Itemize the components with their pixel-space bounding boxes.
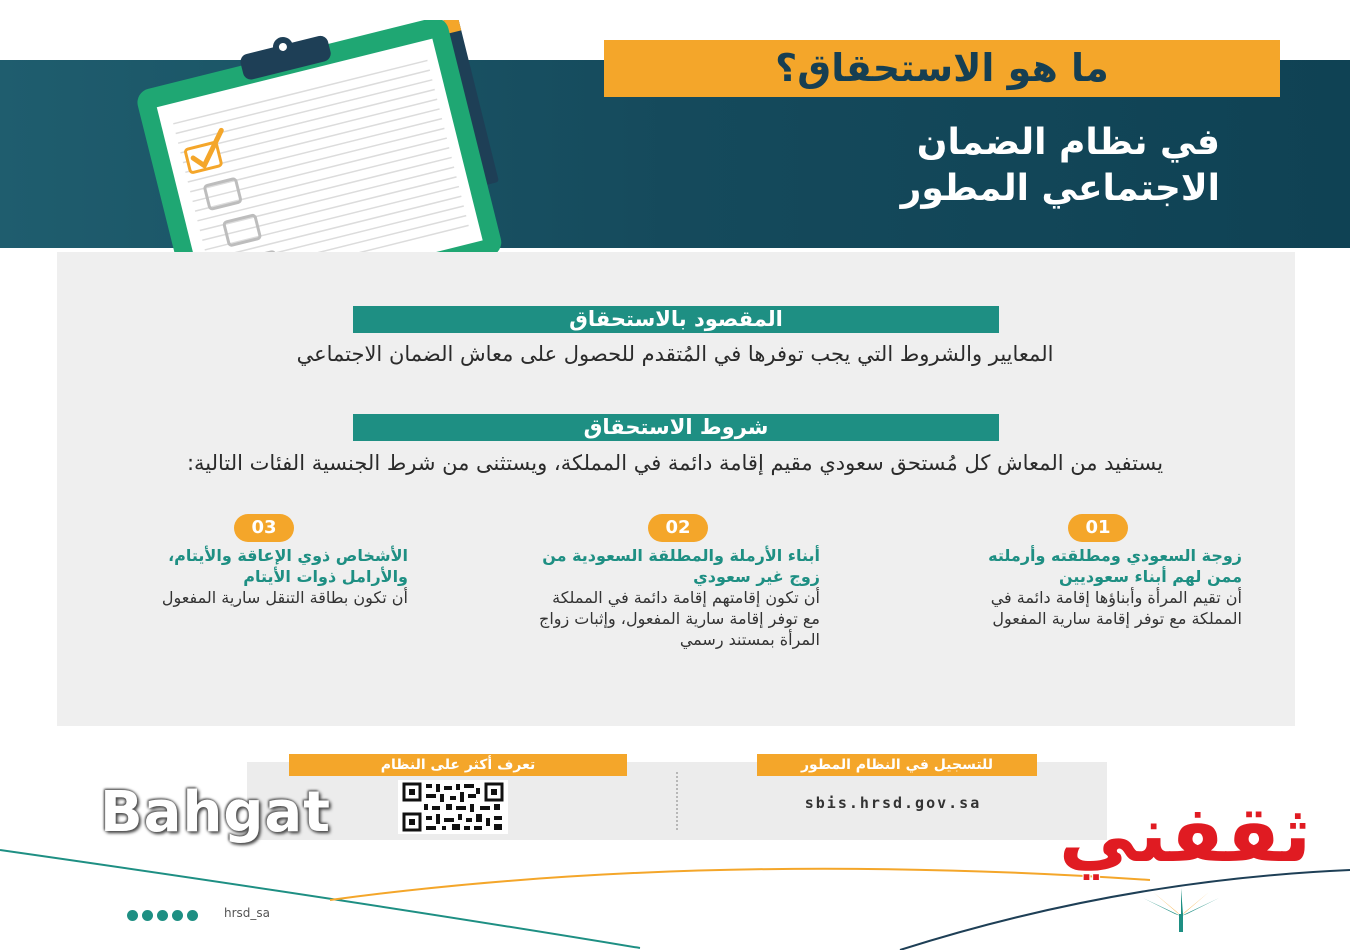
category-body: أن تكون بطاقة التنقل سارية المفعول [161,588,408,607]
youtube-icon[interactable] [142,910,153,921]
section-text-conditions: يستفيد من المعاش كل مُستحق سعودي مقيم إقامة دائمة في المملكة، ويستثنى من شرط الجنسية الفئات التالية: [186,451,1164,475]
twitter-icon[interactable] [127,910,138,921]
category-title: الأشخاص ذوي الإعاقة والأيتام، والأرامل ذوات الأيتام [168,546,408,586]
category-number-badge: 02 [648,514,708,542]
category-body: أن تقيم المرأة وأبناؤها إقامة دائمة في المملكة مع توفر إقامة سارية المفعول [990,588,1242,628]
subtitle-line-1: في نظام الضمان [916,122,1220,163]
social-handle: hrsd_sa [224,906,271,920]
category-body: أن تكون إقامتهم إقامة دائمة في المملكة مع توفر إقامة سارية المفعول، وإثبات زواج المرأة بمستند رسمي [538,588,820,649]
page-subtitle [660,120,1220,212]
social-icons [127,908,198,922]
register-label: للتسجيل في النظام المطور [757,754,1037,776]
clipboard-checklist-icon [70,20,590,290]
category-title: أبناء الأرملة والمطلقة السعودية من زوج غير سعودي [542,546,820,586]
subtitle-line-2: الاجتماعي المطور [900,168,1220,209]
linkedin-icon[interactable] [157,910,168,921]
instagram-icon[interactable] [187,910,198,921]
watermark-bahgat: Bahgat [100,780,331,845]
facebook-icon[interactable] [172,910,183,921]
learn-more-label: تعرف أكثر على النظام [289,754,627,776]
watermark-thaqafi: ثقفني [1058,790,1312,880]
qr-code-icon[interactable] [398,780,508,834]
category-title: زوجة السعودي ومطلقته وأرملته ممن لهم أبناء سعوديين [988,546,1242,586]
ministry-logo-icon [1135,886,1227,934]
category-number-badge: 01 [1068,514,1128,542]
registration-url[interactable]: sbis.hrsd.gov.sa [804,794,982,812]
section-heading-meaning: المقصود بالاستحقاق [353,306,999,333]
section-text-meaning: المعايير والشروط التي يجب توفرها في المُتقدم للحصول على معاش الضمان الاجتماعي [296,342,1054,366]
divider [676,772,678,830]
page-title: ما هو الاستحقاق؟ [604,40,1280,97]
category-item [950,545,1242,629]
category-number-badge: 03 [234,514,294,542]
category-item [118,545,408,608]
section-heading-conditions: شروط الاستحقاق [353,414,999,441]
category-item [530,545,820,650]
